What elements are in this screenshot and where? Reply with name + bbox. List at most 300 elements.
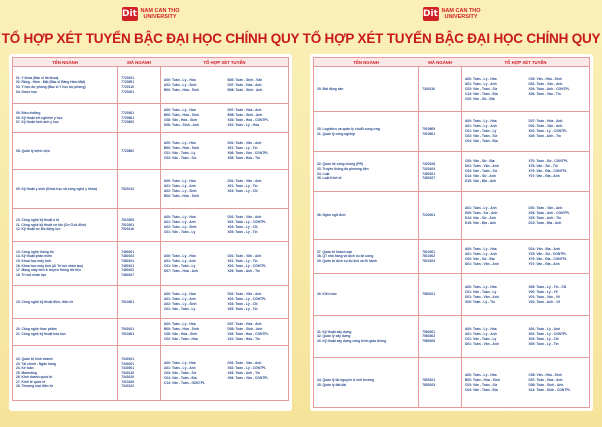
subject-combo: D01: Toán - Văn - Anh: [528, 124, 563, 129]
major-name-cell: [13, 218, 117, 232]
subject-combo: B08: Toán - Sinh - Anh: [227, 113, 263, 118]
major-name-cell: [13, 111, 117, 125]
subject-combo: A01: Toán - Lý - Anh: [464, 124, 497, 129]
major-name: 41. Kỹ thuật xây dựng: [317, 329, 352, 334]
major-code: 7340101: [121, 356, 135, 361]
major-name: 04. Dược học: [16, 89, 38, 94]
major-code: 7380107: [422, 176, 436, 181]
subject-combo: D08: Toán - Sinh - Anh: [227, 327, 263, 332]
subject-combo: D14: Văn - Địa - Anh: [528, 246, 560, 251]
major-name: 13. Công nghệ thông tin: [16, 249, 54, 254]
subject-combo: V01: Toán - Văn - Vẽ: [528, 294, 560, 299]
university-logo: [422, 7, 480, 21]
header-major-code: MÃ NGÀNH: [127, 59, 151, 65]
logo-text: [441, 8, 480, 20]
subject-combo: C02: Văn - Toán - Hóa: [163, 337, 198, 342]
table-row: [12, 104, 289, 133]
major-name: 30. Logistics và quản lý chuỗi cung ứng: [317, 126, 380, 131]
major-code: 7480102: [121, 268, 135, 273]
subject-combo-cell: [462, 247, 589, 267]
major-name: 10. Công nghệ kỹ thuật ô tô: [16, 218, 60, 223]
major-name-cell: [13, 149, 117, 154]
major-name: 03. Y học dự phòng (Bác sĩ Y học dự phòng): [16, 85, 86, 89]
major-name-cell: [314, 330, 418, 344]
table-row: [313, 358, 590, 408]
subject-combo: X70: Toán - Sử - CGNTPL: [528, 159, 568, 164]
subject-combo: D01: Toán - Văn - Anh: [464, 341, 499, 346]
subject-combo: X79: Văn - Địa - CGNTPL: [528, 256, 567, 261]
subject-combo: C08: Văn - Hóa - Sinh: [528, 372, 562, 377]
major-code-cell: [117, 170, 161, 208]
major-code-cell: [117, 319, 161, 345]
subject-combo: A00: Toán - Lý - Hóa: [163, 253, 196, 258]
major-name: 07. Kỹ thuật hình ảnh y học: [16, 120, 59, 125]
major-name: 31. Quản lý công nghiệp: [317, 131, 356, 136]
subject-combo: A00: Toán - Lý - Hóa: [464, 76, 497, 81]
subject-combo: B00: Toán - Hóa - Sinh: [163, 194, 199, 199]
subject-combo: X03: Toán - Lý - CN: [227, 225, 258, 230]
major-code: 7510205: [121, 218, 135, 223]
major-name-cell: [314, 250, 418, 264]
subject-combo: C03: Văn - Toán - Sử: [464, 86, 498, 91]
major-code-cell: [117, 286, 161, 318]
subject-combo: A01: Toán - Lý - Anh: [163, 220, 196, 225]
major-name: 19. Công nghệ kỹ thuật điện, điện tử: [16, 299, 73, 304]
major-code: 7850101: [422, 377, 436, 382]
subject-combo: X78: Văn - Sử - Tin: [528, 164, 558, 169]
major-name: 06. Kỹ thuật xét nghiệm y học: [16, 115, 63, 120]
major-name: 01. Y khoa (Bác sĩ đa khoa): [16, 75, 59, 80]
subject-combo: A00: Toán - Lý - Hóa: [163, 215, 196, 220]
major-code-cell: [117, 104, 161, 132]
subject-combo: D01: Toán - Văn - Anh: [464, 294, 499, 299]
subject-combo: B00: Toán - Hóa - Sinh: [163, 146, 199, 151]
major-code-cell: [418, 112, 462, 151]
major-code: 7720110: [121, 85, 134, 89]
major-code-cell: [117, 209, 161, 241]
subject-combo: D07: Toán - Hóa - Anh: [227, 108, 262, 113]
subject-combo: A00: Toán - Lý - Hóa: [464, 119, 497, 124]
major-name: 20. Công nghệ thực phẩm: [16, 327, 57, 332]
major-code: 7510605: [422, 126, 436, 131]
subject-combo: C00: Văn - Sử - Địa: [464, 159, 495, 164]
major-code-cell: [418, 316, 462, 357]
table-row: [313, 67, 590, 112]
major-code: 7480101: [121, 258, 135, 263]
table-header: [313, 57, 590, 67]
subject-combo: A02: Toán - Lý - Sinh: [163, 302, 197, 307]
major-name: 45. Quản lý đất đai: [317, 382, 347, 387]
subject-combo: A00: Toán - Lý - Hóa: [464, 326, 497, 331]
major-code: 7510401: [121, 332, 135, 336]
subject-combo: A01: Toán - Lý - Anh: [464, 251, 497, 256]
subject-combo: C01: Văn - Toán - Lý: [163, 263, 196, 268]
major-code-cell: [117, 242, 161, 285]
subject-combo: C01: Văn - Toán - Lý: [163, 307, 196, 312]
logo-line-2: UNIVERSITY: [444, 14, 478, 20]
subject-combo: X01: Toán - Lý - Tin: [227, 258, 258, 263]
major-name: 05. Điều dưỡng: [16, 111, 41, 116]
subject-combo: C03: Văn - Toán - Sử: [464, 382, 498, 387]
subject-combo: A02: Toán - Lý - Sinh: [163, 225, 197, 230]
subject-combo: D10: Toán - Địa - Anh: [528, 220, 562, 225]
major-code: 7340301: [121, 366, 135, 371]
subject-combo: X08: Toán - Hóa - Tin: [227, 156, 260, 161]
major-name: 23. Tài chính - Ngân hàng: [16, 361, 56, 366]
subject-combo-cell: [161, 215, 288, 235]
major-name: 18. Trí tuệ nhân tạo: [16, 272, 47, 277]
subject-combo-cell: [462, 119, 589, 144]
subject-combo: X02: Toán - Lý - CGNTPL: [227, 263, 267, 268]
subject-combo: X06: Toán - Văn - CGNTPL: [227, 151, 269, 156]
subject-combo: Y07: Văn - Địa - Anh: [528, 174, 560, 179]
major-name: 02. Răng - Hàm - Mặt (Bác sĩ Răng Hàm Mặt): [16, 80, 86, 85]
major-code: 7810103: [422, 258, 436, 263]
major-code: 7510301: [121, 299, 135, 304]
subject-combo: A01: Toán - Lý - Anh: [163, 365, 196, 370]
subject-combo: C03: Văn - Toán - Sử: [464, 134, 498, 139]
subject-combo: D15: Văn - Địa - Anh: [464, 220, 497, 225]
table-row: [12, 319, 289, 346]
subject-combo: X01: Toán - Lý - Tin: [227, 184, 258, 189]
major-name: 33. Truyền thông đa phương tiện: [317, 166, 369, 171]
subject-combo: V00: Toán - Lý - Vẽ: [528, 289, 558, 294]
subject-combo: A01: Toán - Lý - Anh: [464, 81, 497, 86]
subject-combo: A00: Toán - Lý - Hóa: [163, 322, 196, 327]
subject-combo-cell: [462, 159, 589, 184]
table-row: [313, 274, 590, 316]
major-name: 22. Quản trị kinh doanh: [16, 356, 53, 361]
subject-combo: X25: Toán - Anh - Tin: [528, 215, 562, 220]
subject-combo: X05: Toán - Lý - Tin: [464, 299, 496, 304]
subject-combo: V02: Toán - Anh - Vẽ: [528, 299, 561, 304]
subject-combo: X79: Văn - Địa - CGNTPL: [528, 169, 567, 174]
major-name: 14. Kỹ thuật phần mềm: [16, 254, 53, 259]
major-code: 7720602: [121, 120, 135, 125]
subject-combo: B00: Toán - Hóa - Sinh: [163, 327, 199, 332]
subject-combo-cell: [161, 254, 288, 274]
major-code: 7520116: [121, 227, 134, 232]
subject-combo-cell: [462, 285, 589, 305]
table-row: [313, 152, 590, 192]
subject-combo: X02: Toán - Lý - CGNTPL: [227, 220, 267, 225]
major-code-cell: [418, 240, 462, 273]
subject-combo-cell: [462, 373, 589, 393]
subject-combo: D09: Toán - Sử - Anh: [464, 210, 498, 215]
subject-combo: X03: Toán - Lý - CN: [528, 336, 559, 341]
subject-combo: A00: Toán - Lý - Hóa: [464, 284, 497, 289]
major-code: 7340116: [422, 86, 435, 91]
header-subject-combos: TỔ HỢP XÉT TUYỂN: [504, 59, 547, 65]
subject-combo: X05: Toán - Lý - Tin: [227, 307, 258, 312]
subject-combo-cell: [161, 361, 288, 386]
subject-combo: X06: Toán - Văn - Tin: [528, 91, 561, 96]
subject-combo: X05: Toán - Lý - Tin: [528, 341, 559, 346]
table-row: [12, 133, 289, 170]
major-name: 40. Kiến trúc: [317, 292, 337, 297]
subject-combo: X78: Văn - Sử - CGNTPL: [528, 251, 567, 256]
major-name-cell: [13, 300, 117, 305]
major-code-cell: [418, 152, 462, 191]
subject-combo: B08: Toán - Sinh - Anh: [227, 87, 263, 92]
subject-combo: D01: Toán - Văn - Anh: [464, 261, 499, 266]
subject-combo: X26: Toán - Anh - Tin: [227, 370, 261, 375]
subject-combo: X01: Toán - Lý - Tin: [227, 146, 258, 151]
subject-combo: D01: Toán - Văn - Anh: [227, 179, 262, 184]
major-code: 7520212: [121, 186, 135, 191]
subject-combo: D07: Toán - Hóa - Anh: [227, 82, 262, 87]
subject-combo: C08: Văn - Hóa - Sinh: [163, 118, 198, 123]
subject-combo: C03: Văn - Toán - Sử: [163, 370, 197, 375]
major-code: 7480107: [121, 272, 135, 277]
subject-combo: A00: Toán - Lý - Hóa: [163, 141, 196, 146]
major-code: 7580201: [422, 329, 436, 334]
subject-combo: A00: Toán - Lý - Hóa: [464, 372, 497, 377]
logo-line-1: NAM CAN THO: [140, 8, 180, 14]
page-title: TỔ HỢP XÉT TUYỂN BẬC ĐẠI HỌC CHÍNH QUY: [302, 31, 601, 46]
subject-combo: C04: Văn - Toán - Địa: [464, 387, 498, 392]
admission-table-card: [310, 54, 593, 411]
subject-combo: X02: Toán - Lý - CGNTPL: [227, 297, 267, 302]
table-row: [12, 286, 289, 319]
subject-combo-cell: [161, 322, 288, 342]
major-code: 7380101: [422, 171, 436, 176]
subject-combo: X26: Toán - Anh - Tin: [227, 268, 261, 273]
header-major-code: MÃ NGÀNH: [428, 59, 452, 65]
subject-combo: D07: Toán - Hóa - Anh: [227, 322, 262, 327]
table-row: [313, 112, 590, 152]
subject-combo: X26: Toán - Hóa - CGNTPL: [227, 118, 269, 123]
subject-combo: D14: Văn - Sử - Anh: [464, 174, 496, 179]
major-name: 25. Marketing: [16, 370, 38, 375]
subject-combo: A00: Toán - Lý - Hóa: [163, 77, 196, 82]
major-name: 11. Công nghệ kỹ thuật cơ khí (Cơ Ô-tô điện): [16, 222, 87, 227]
major-code-cell: [117, 133, 161, 169]
major-code-cell: [117, 67, 161, 103]
subject-combo: C03: Văn - Toán - Sử: [163, 156, 197, 161]
subject-combo-cell: [161, 108, 288, 128]
subject-combo: C03: Văn - Toán - Sử: [464, 169, 498, 174]
major-name-cell: [314, 162, 418, 180]
subject-combo: A01: Toán - Lý - Anh: [528, 326, 561, 331]
subject-combo-cell: [161, 179, 288, 199]
subject-combo: X26: Toán - Anh - CGNTPL: [528, 86, 570, 91]
subject-combo-cell: [462, 77, 589, 102]
major-code: 7340201: [121, 361, 135, 366]
major-code: 7340115: [121, 370, 134, 375]
major-code-cell: [418, 358, 462, 407]
major-code: 7850103: [422, 382, 436, 387]
major-name: 15. Khoa học máy tính: [16, 258, 51, 263]
major-code: 7340120: [121, 375, 135, 380]
subject-combo: C04: Văn - Toán - Địa: [464, 139, 498, 144]
subject-combo: C14: Văn - Toán - GDKTPL: [163, 380, 206, 385]
subject-combo: X03: Toán - Lý - CN: [227, 302, 258, 307]
major-name: 32. Quan hệ công chúng (PR): [317, 162, 363, 167]
major-code: 7720501: [121, 80, 135, 85]
table-row: [313, 240, 590, 274]
subject-combo: X26: Toán - Hóa - CGNTPL: [227, 332, 269, 337]
logo-text: [140, 8, 179, 20]
subject-combo: A00: Toán - Lý - Hóa: [464, 246, 497, 251]
major-name-cell: [314, 127, 418, 136]
major-code: 7720301: [121, 111, 135, 116]
major-code: 7340122: [121, 384, 135, 389]
header-major-name: TÊN NGÀNH: [52, 59, 78, 65]
major-name: 16. Khoa học máy tính (AI Trí tuệ nhân tạo): [16, 263, 83, 268]
major-name: 21. Công nghệ kỹ thuật hóa học: [16, 332, 66, 336]
subject-combo: C01: Văn - Toán - Lý: [163, 151, 196, 156]
subject-combo: B00: Toán - Hóa - Sinh: [163, 87, 199, 92]
subject-combo: B00: Toán - Sinh - Văn: [227, 77, 263, 82]
subject-combo: A01: Toán - Lý - Anh: [163, 297, 196, 302]
major-name-cell: [314, 378, 418, 387]
major-name: 27. Kinh tế quốc tế: [16, 379, 46, 384]
table-row: [12, 170, 289, 209]
major-name: 39. Quản trị dịch vụ du lịch và lữ hành: [317, 258, 377, 263]
right-page: [301, 0, 602, 427]
major-name-cell: [314, 87, 418, 92]
subject-combo: D01: Toán - Văn - Anh: [227, 360, 262, 365]
major-name-cell: [314, 213, 418, 218]
table-row: [12, 346, 289, 401]
subject-combo: C04: Văn - Toán - Địa: [163, 375, 197, 380]
major-name: 26. Kinh doanh quốc tế: [16, 375, 53, 380]
subject-combo: D01: Toán - Văn - Anh: [528, 81, 563, 86]
major-code: 7720101: [121, 75, 135, 80]
subject-combo: D01: Toán - Văn - Anh: [528, 205, 563, 210]
major-name: 35. Luật Kinh tế: [317, 176, 342, 181]
major-code: 7480201: [121, 249, 135, 254]
subject-combo: X26: Toán - Anh - Tin: [528, 134, 562, 139]
subject-combo: D07: Toán - Hóa - Anh: [528, 119, 563, 124]
subject-combo: X02: Toán - Lý - CGNTPL: [227, 365, 267, 370]
major-code: 7720601: [121, 115, 135, 120]
major-name: 24. Kế toán: [16, 366, 34, 371]
major-name: 37. Quản trị khách sạn: [317, 249, 353, 254]
subject-combo: X02: Toán - Lý - CGNTPL: [528, 129, 568, 134]
subject-combo: A02: Toán - Lý - Sinh: [163, 82, 197, 87]
subject-combo: X26: Toán - Anh - CGNTPL: [528, 210, 570, 215]
table-row: [12, 67, 289, 104]
subject-combo-cell: [462, 206, 589, 226]
subject-combo: C08: Văn - Hóa - Sinh: [163, 332, 198, 337]
subject-combo: C14: Văn - Toán - Địa: [464, 91, 498, 96]
major-name: 36. Ngôn ngữ Anh: [317, 213, 346, 218]
major-name: 29. Bất động sản: [317, 86, 344, 91]
major-name: 17. Mạng máy tính & truyền thông dữ liệu: [16, 268, 81, 273]
subject-combo: D15: Văn - Địa - Anh: [464, 179, 497, 184]
subject-combo: D14: Văn - Sử - Anh: [464, 215, 496, 220]
table-row: [313, 316, 590, 358]
subject-combo: B00: Toán - Hóa - Sinh: [464, 377, 500, 382]
logo-mark: Dit: [423, 9, 438, 19]
table-header: [12, 57, 289, 67]
major-name-cell: [13, 357, 117, 389]
major-code: 7540101: [121, 327, 135, 332]
subject-combo-cell: [161, 141, 288, 161]
major-code-cell: [418, 67, 462, 111]
subject-combo: X10: Toán - Lý - Hóa: [227, 123, 259, 128]
major-name: 42. Quản lý xây dựng: [317, 334, 351, 339]
subject-combo: A00: Toán - Lý - Hóa: [163, 179, 196, 184]
major-name-cell: [13, 250, 117, 278]
subject-combo: X06: Toán - Văn - CGNTPL: [227, 375, 269, 380]
subject-combo-cell: [161, 78, 288, 93]
subject-combo: D08: Toán - Sinh - Anh: [528, 382, 564, 387]
major-code: 7720201: [121, 89, 135, 94]
subject-combo: A01: Toán - Lý - Anh: [163, 258, 196, 263]
subject-combo: X14: Toán - Sinh - CGNTPL: [528, 387, 571, 392]
subject-combo: D07: Toán - Hóa - Anh: [163, 268, 199, 273]
major-code: 7810202: [422, 254, 436, 259]
major-code: 7220201: [422, 213, 436, 218]
subject-combo: A01: Toán - Lý - Anh: [163, 184, 196, 189]
admission-table-card: [9, 54, 292, 411]
subject-combo: B00: Toán - Hóa - Sinh: [163, 113, 199, 118]
table-body: [313, 67, 590, 408]
subject-combo: X05: Toán - Lý - Tin: [227, 230, 258, 235]
subject-combo: D01: Toán - Văn - Anh: [464, 164, 499, 169]
logo-mark: Dit: [122, 9, 137, 19]
major-name-cell: [13, 187, 117, 192]
major-code-cell: [117, 346, 161, 400]
major-code: 7480101: [121, 263, 135, 268]
subject-combo: C01: Văn - Toán - Lý: [163, 230, 196, 235]
subject-combo: A00: Toán - Lý - Hóa: [163, 292, 196, 297]
major-name-cell: [13, 76, 117, 94]
subject-combo: D01: Toán - Văn - Anh: [227, 215, 262, 220]
subject-combo: A00: Toán - Lý - Hóa: [163, 108, 196, 113]
major-name: 12. Kỹ thuật cơ khí động lực: [16, 227, 61, 232]
header-major-name: TÊN NGÀNH: [353, 59, 379, 65]
major-name: 08. Quản lý bệnh viện: [16, 148, 50, 153]
logo-line-2: UNIVERSITY: [143, 14, 177, 20]
major-code: 7580205: [422, 338, 436, 343]
subject-combo-cell: [462, 327, 589, 347]
major-code: 7510201: [121, 222, 135, 227]
major-code: 7720802: [121, 148, 135, 153]
subject-combo: A01: Toán - Lý - Anh: [464, 205, 497, 210]
logo-line-1: NAM CAN THO: [441, 8, 481, 14]
major-name: 38. QT nhà hàng và dịch vụ ăn uống: [317, 254, 374, 259]
table-row: [12, 242, 289, 286]
major-code: 7510601: [422, 131, 436, 136]
major-name: 44. Quản lý tài nguyên & môi trường: [317, 377, 375, 382]
table-row: [313, 192, 590, 240]
major-name-cell: [314, 292, 418, 297]
major-name: 09. Kỹ thuật y sinh (Khoa học và công nghệ y khoa): [16, 186, 97, 191]
subject-combo: X06: Toán - Lý - Tin - CN: [528, 284, 567, 289]
subject-combo: C01: Văn - Toán - Lý: [464, 336, 497, 341]
subject-combo: C00: Văn - Hóa - Sinh: [528, 76, 562, 81]
subject-combo: C01: Văn - Toán - Lý: [464, 129, 497, 134]
subject-combo: C00: Văn - Sử - Địa: [464, 96, 495, 101]
subject-combo: A01: Toán - Lý - Anh: [464, 331, 497, 336]
major-code: 7580101: [422, 292, 436, 297]
major-code: 7480103: [121, 254, 135, 259]
subject-combo: A00: Toán - Lý - Hóa: [163, 360, 196, 365]
major-code-cell: [418, 192, 462, 239]
major-name: 28. Thương mại điện tử: [16, 384, 53, 389]
subject-combo: X10: Toán - Hóa - Tin: [227, 337, 260, 342]
major-name: 43. Kỹ thuật xây dựng công trình giao thông: [317, 338, 387, 343]
major-code: 7310106: [121, 379, 135, 384]
major-code: 7320108: [422, 162, 436, 167]
page-title: TỔ HỢP XÉT TUYỂN BẬC ĐẠI HỌC CHÍNH QUY: [1, 31, 300, 46]
major-name-cell: [13, 327, 117, 336]
major-code: 7320104: [422, 166, 436, 171]
